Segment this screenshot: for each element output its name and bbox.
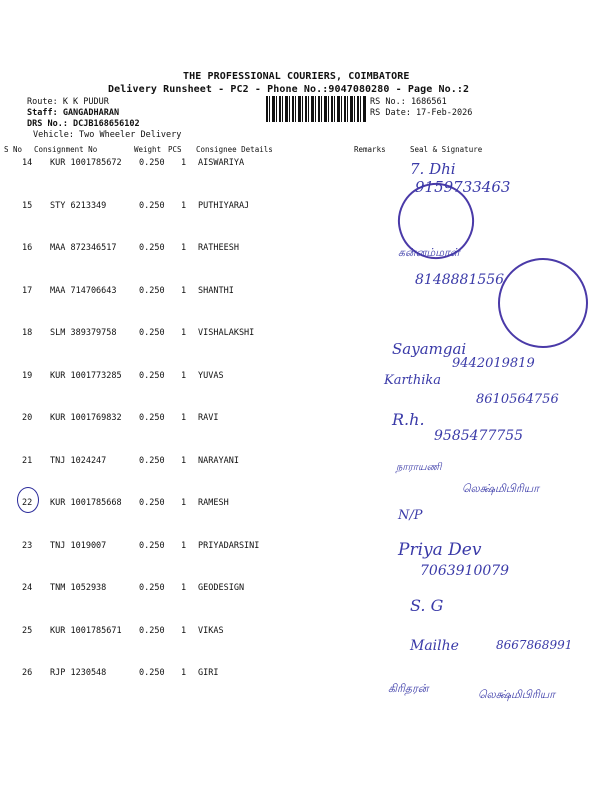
cell-pcs: 1 xyxy=(181,328,187,338)
vehicle-label: Vehicle: Two Wheeler Delivery xyxy=(33,130,182,140)
cell-consignee: VIKAS xyxy=(198,626,224,636)
cell-pcs: 1 xyxy=(181,583,187,593)
cell-pcs: 1 xyxy=(181,668,187,678)
cell-pcs: 1 xyxy=(181,413,187,423)
signature-row-23: Priya Dev xyxy=(398,540,482,560)
signature-row-25: Mailhe xyxy=(410,638,459,654)
page-title: THE PROFESSIONAL COURIERS, COIMBATORE xyxy=(183,71,410,82)
cell-weight: 0.250 xyxy=(139,201,165,211)
cell-weight: 0.250 xyxy=(139,456,165,466)
cell-sno: 22 xyxy=(22,498,33,508)
cell-sno: 15 xyxy=(22,201,33,211)
cell-consignee: GIRI xyxy=(198,668,219,678)
drs-number: DRS No.: DCJB168656102 xyxy=(27,119,140,129)
cell-sno: 21 xyxy=(22,456,33,466)
cell-consignee: NARAYANI xyxy=(198,456,239,466)
signature-row-26b: லெக்ஷ்மிபிரியா xyxy=(478,688,555,701)
cell-sno: 17 xyxy=(22,286,33,296)
signature-row-21b: லெக்ஷ்மிபிரியா xyxy=(462,482,539,495)
cell-consignment: KUR 1001773285 xyxy=(50,371,122,381)
runsheet-subtitle: Delivery Runsheet - PC2 - Phone No.:9047080280 - Page No.:2 xyxy=(108,84,470,95)
col-seal-signature: Seal & Signature xyxy=(410,145,483,154)
phone-row-14: 9159733463 xyxy=(415,178,511,196)
cell-consignee: RAMESH xyxy=(198,498,229,508)
phone-row-23: 7063910079 xyxy=(420,563,510,579)
cell-weight: 0.250 xyxy=(139,626,165,636)
signature-row-14: 7. Dhi xyxy=(410,160,456,178)
cell-consignee: SHANTHI xyxy=(198,286,234,296)
cell-pcs: 1 xyxy=(181,541,187,551)
cell-weight: 0.250 xyxy=(139,371,165,381)
cell-consignment: STY 6213349 xyxy=(50,201,107,211)
signature-row-21: நாராயணி xyxy=(396,462,442,473)
table-row xyxy=(0,498,600,538)
cell-pcs: 1 xyxy=(181,286,187,296)
col-pcs: PCS xyxy=(168,145,182,154)
handwritten-circle-mark xyxy=(17,487,39,513)
cell-weight: 0.250 xyxy=(139,583,165,593)
cell-weight: 0.250 xyxy=(139,243,165,253)
cell-pcs: 1 xyxy=(181,371,187,381)
cell-consignment: KUR 1001769832 xyxy=(50,413,122,423)
cell-consignment: MAA 714706643 xyxy=(50,286,117,296)
cell-weight: 0.250 xyxy=(139,328,165,338)
route-label: Route: K K PUDUR xyxy=(27,97,109,107)
col-consignee: Consignee Details xyxy=(196,145,273,154)
cell-sno: 23 xyxy=(22,541,33,551)
cell-consignee: YUVAS xyxy=(198,371,224,381)
cell-consignment: TNJ 1024247 xyxy=(50,456,107,466)
cell-weight: 0.250 xyxy=(139,286,165,296)
rs-number: RS No.: 1686561 xyxy=(370,97,447,107)
cell-sno: 16 xyxy=(22,243,33,253)
staff-label: Staff: GANGADHARAN xyxy=(27,108,120,118)
signature-row-24: S. G xyxy=(410,596,444,615)
rs-date: RS Date: 17-Feb-2026 xyxy=(370,108,473,118)
signature-row-26: கிரிதரன் xyxy=(388,682,429,695)
signature-row-20: R.h. xyxy=(392,410,425,429)
cell-consignment: SLM 389379758 xyxy=(50,328,117,338)
col-sno: S No xyxy=(4,145,23,154)
cell-consignment: RJP 1230548 xyxy=(50,668,107,678)
cell-consignment: TNJ 1019007 xyxy=(50,541,107,551)
col-remarks: Remarks xyxy=(354,145,386,154)
cell-pcs: 1 xyxy=(181,243,187,253)
col-weight: Weight xyxy=(134,145,162,154)
signature-row-16: கன்னம்மாள் xyxy=(398,246,460,259)
cell-weight: 0.250 xyxy=(139,498,165,508)
phone-row-18: 9442019819 xyxy=(452,356,535,371)
cell-consignment: MAA 872346517 xyxy=(50,243,117,253)
cell-pcs: 1 xyxy=(181,626,187,636)
phone-row-19: 8610564756 xyxy=(476,392,559,407)
cell-weight: 0.250 xyxy=(139,158,165,168)
cell-sno: 26 xyxy=(22,668,33,678)
cell-pcs: 1 xyxy=(181,456,187,466)
cell-sno: 20 xyxy=(22,413,33,423)
cell-weight: 0.250 xyxy=(139,541,165,551)
cell-consignment: KUR 1001785672 xyxy=(50,158,122,168)
cell-sno: 18 xyxy=(22,328,33,338)
phone-row-25: 8667868991 xyxy=(496,638,573,652)
cell-sno: 25 xyxy=(22,626,33,636)
cell-pcs: 1 xyxy=(181,158,187,168)
remark-row-22: N/P xyxy=(398,508,423,523)
col-consignment: Consignment No xyxy=(34,145,98,154)
phone-row-20: 9585477755 xyxy=(434,428,524,444)
barcode-image xyxy=(266,96,366,122)
table-row xyxy=(0,201,600,241)
cell-consignee: GEODESIGN xyxy=(198,583,245,593)
cell-consignee: AISWARIYA xyxy=(198,158,245,168)
cell-sno: 19 xyxy=(22,371,33,381)
cell-sno: 14 xyxy=(22,158,33,168)
cell-weight: 0.250 xyxy=(139,668,165,678)
cell-pcs: 1 xyxy=(181,201,187,211)
cell-consignee: VISHALAKSHI xyxy=(198,328,255,338)
cell-consignee: RATHEESH xyxy=(198,243,239,253)
cell-pcs: 1 xyxy=(181,498,187,508)
cell-consignee: PRIYADARSINI xyxy=(198,541,260,551)
cell-consignment: TNM 1052938 xyxy=(50,583,107,593)
table-row xyxy=(0,541,600,581)
cell-consignee: RAVI xyxy=(198,413,219,423)
table-row xyxy=(0,583,600,623)
cell-consignee: PUTHIYARAJ xyxy=(198,201,250,211)
cell-weight: 0.250 xyxy=(139,413,165,423)
phone-row-16: 8148881556 xyxy=(415,272,505,288)
cell-consignment: KUR 1001785668 xyxy=(50,498,122,508)
cell-consignment: KUR 1001785671 xyxy=(50,626,122,636)
cell-sno: 24 xyxy=(22,583,33,593)
signature-row-19: Karthika xyxy=(384,373,442,388)
signature-row-18: Sayamgai xyxy=(392,340,467,358)
